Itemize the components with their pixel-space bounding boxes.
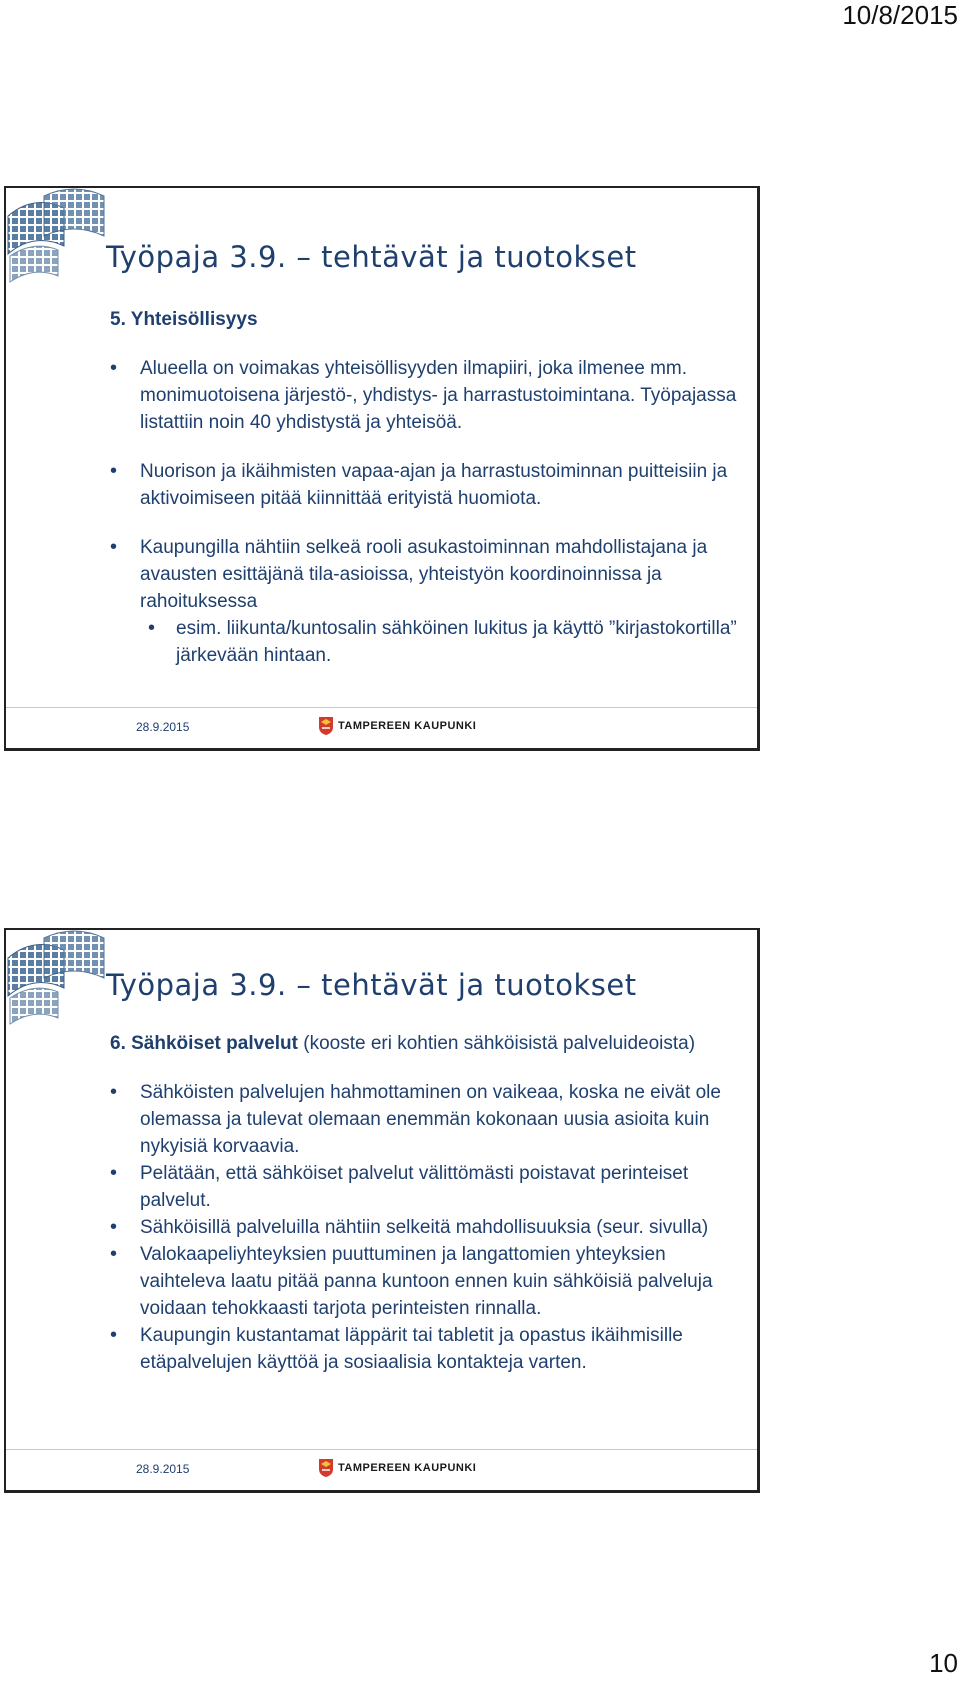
bullet-item: • Kaupungin kustantamat läppärit tai tabletit ja opastus ikäihmisille etäpalvelujen käyttöä ja sosiaalisia kontakteja varten. [110,1322,750,1376]
bullet-item: • Sähköisten palvelujen hahmottaminen on vaikeaa, koska ne eivät ole olemassa ja tulevat olemaan enemmän kokonaan uusia asioita kuin nykyisiä korvaavia. [110,1079,750,1160]
grid-logo-icon [4,186,116,298]
bullet-item: • Alueella on voimakas yhteisöllisyyden ilmapiiri, joka ilmenee mm. monimuotoisena järjestö-, yhdistys- ja harrastustoimintana. Työpajassa listattiin noin 40 yhdistystä ja yhteisöä. [110,355,750,436]
slide-content [110,1030,750,1376]
section-heading: 5. Yhteisöllisyys [110,309,258,330]
slide-1 [4,186,760,751]
bullet-item: • Sähköisillä palveluilla nähtiin selkeitä mahdollisuuksia (seur. sivulla) [110,1214,750,1241]
section-heading-note: (kooste eri kohtien sähköisistä palveluideoista) [303,1033,696,1054]
grid-logo-icon [4,928,116,1040]
bullet-item: • Nuorison ja ikäihmisten vapaa-ajan ja harrastustoiminnan puitteisiin ja aktivoimiseen pitää kiinnittää erityistä huomiota. [110,458,750,512]
bullet-list [110,1079,750,1376]
org-name: TAMPEREEN KAUPUNKI [338,720,477,732]
bullet-text: Kaupungilla nähtiin selkeä rooli asukastoiminnan mahdollistajana ja avausten esittäjänä tila-asioissa, yhteistyön koordinoinnissa ja rahoituksessa [140,537,708,612]
footer-date: 28.9.2015 [136,720,190,734]
bullet-item [110,534,750,669]
page-number: 10 [929,1648,958,1678]
section-heading [110,1030,750,1057]
tampere-logo [318,716,476,736]
slide-footer [6,707,757,748]
org-name: TAMPEREEN KAUPUNKI [338,1462,477,1474]
bullet-item: • Pelätään, että sähköiset palvelut välittömästi poistavat perinteiset palvelut. [110,1160,750,1214]
footer-date: 28.9.2015 [136,1462,190,1476]
slide-title: Työpaja 3.9. – tehtävät ja tuotokset [106,968,637,1002]
slide-title: Työpaja 3.9. – tehtävät ja tuotokset [106,240,637,274]
sub-bullet-item: • esim. liikunta/kuntosalin sähköinen lukitus ja käyttö ”kirjastokortilla” järkevään hintaan. [140,615,750,669]
crest-icon [318,716,334,736]
tampere-logo [318,1458,476,1478]
slide-content [110,306,750,669]
bullet-list [110,355,750,669]
bullet-item: • Valokaapeliyhteyksien puuttuminen ja langattomien yhteyksien vaihteleva laatu pitää panna kuntoon ennen kuin sähköisiä palveluja voidaan tehokkaasti tarjota perinteisten rinnalla. [110,1241,750,1322]
section-heading-title: 6. Sähköiset palvelut [110,1033,298,1054]
slide-2 [4,928,760,1493]
slide-footer [6,1449,757,1490]
header-date: 10/8/2015 [842,0,958,30]
crest-icon [318,1458,334,1478]
sub-bullet-list [140,615,750,669]
